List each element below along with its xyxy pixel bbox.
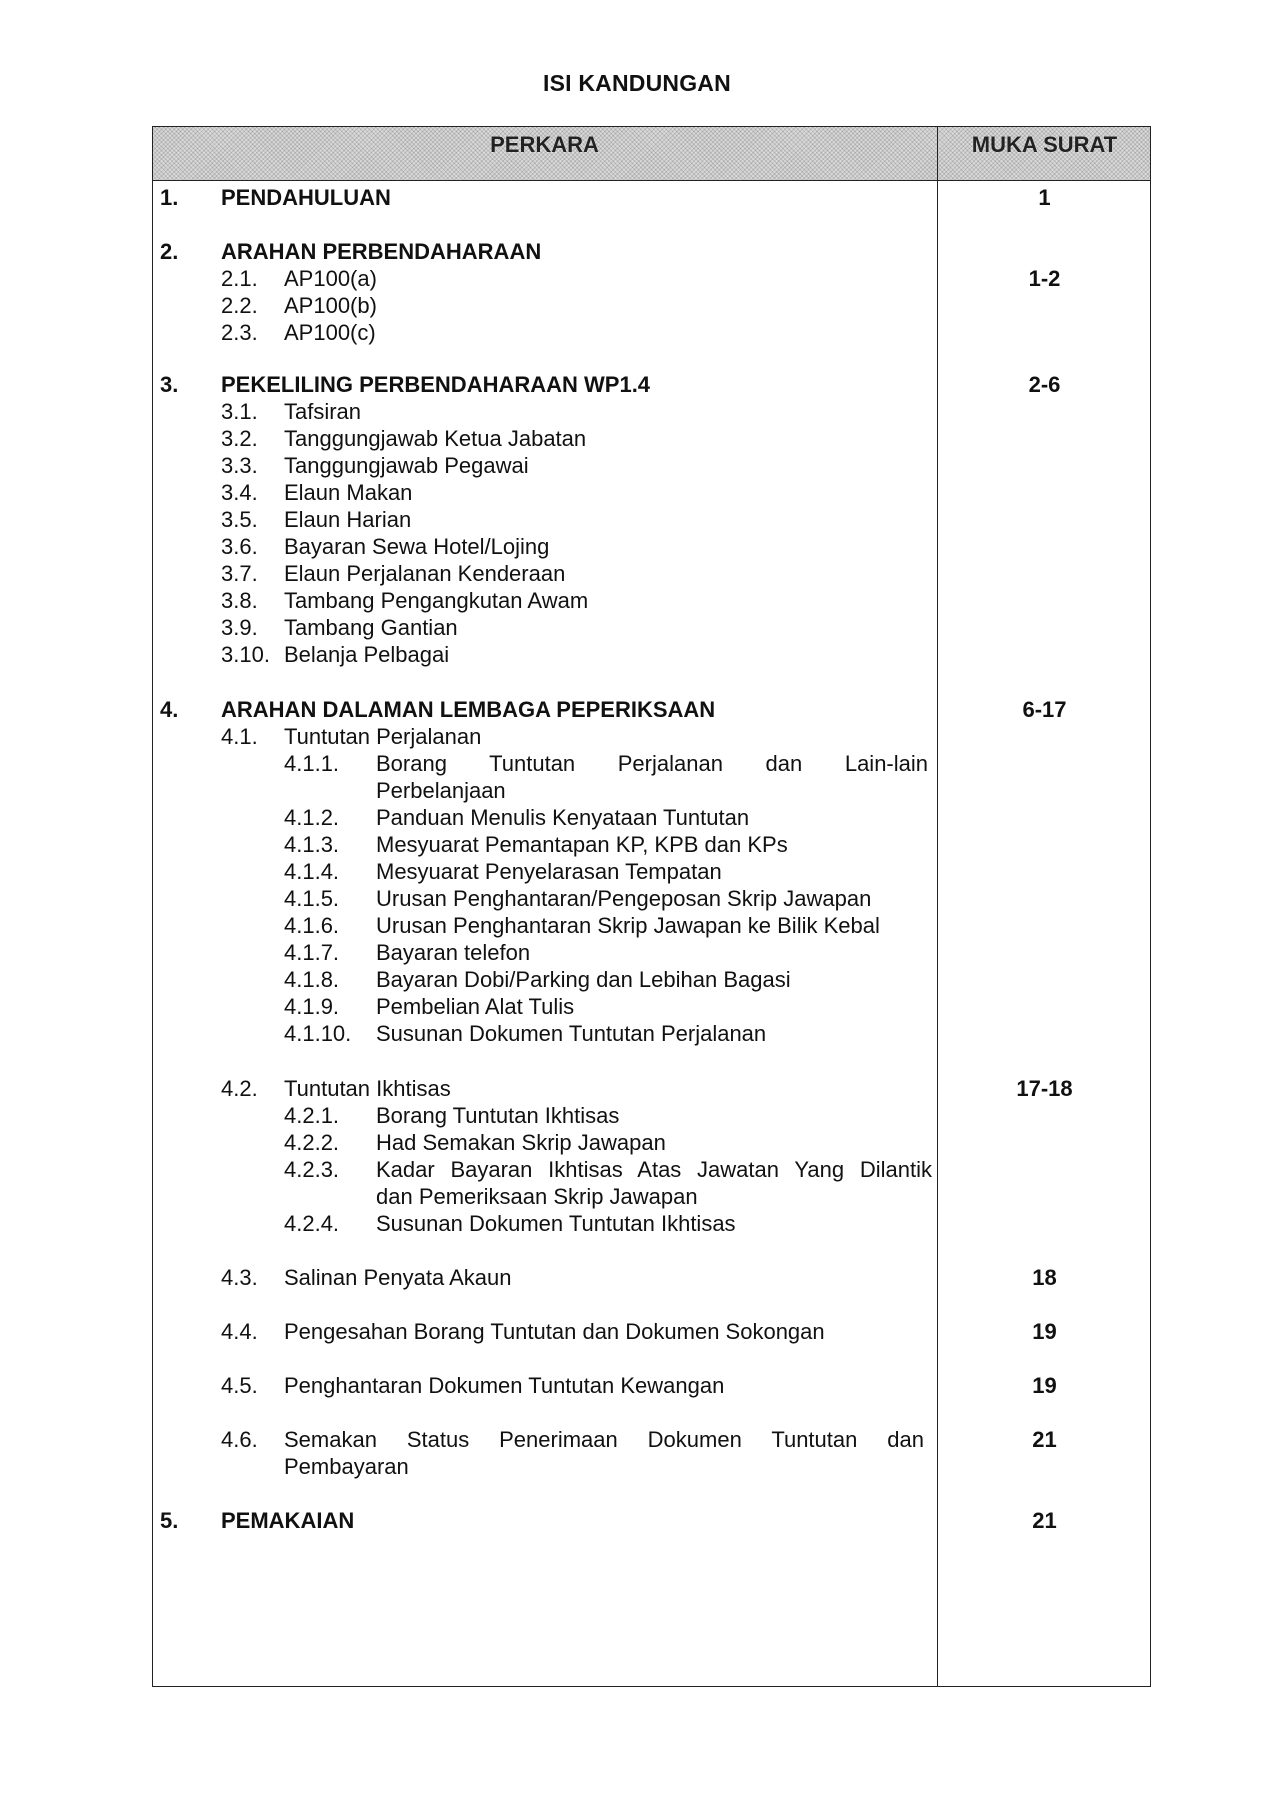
page-number: 18 — [1032, 1265, 1057, 1290]
item-title: Penghantaran Dokumen Tuntutan Kewangan — [284, 1373, 725, 1398]
item-number: 3.6. — [221, 534, 258, 559]
item-number: 3.1. — [221, 399, 258, 424]
subitem-number: 4.1.1. — [284, 751, 340, 776]
item-title: Elaun Perjalanan Kenderaan — [284, 561, 566, 586]
subitem-title: Urusan Penghantaran Skrip Jawapan ke Bilik Kebal — [376, 913, 880, 938]
toc-table — [152, 126, 1151, 1687]
item-number: 3.2. — [221, 426, 258, 451]
item-number: 4.2. — [221, 1076, 258, 1101]
item-number: 2.2. — [221, 293, 258, 318]
item-number: 4.1. — [221, 724, 258, 749]
subitem-number: 4.1.9. — [284, 994, 340, 1019]
section-number: 5. — [160, 1508, 179, 1533]
subitem-number: 4.1.3. — [284, 832, 340, 857]
subitem-title: Urusan Penghantaran/Pengeposan Skrip Jawapan — [376, 886, 872, 911]
subitem-number: 4.2.4. — [284, 1211, 340, 1236]
subitem-title-cont: dan Pemeriksaan Skrip Jawapan — [376, 1184, 698, 1209]
subitem-title: Borang Tuntutan Ikhtisas — [376, 1103, 620, 1128]
item-number: 2.1. — [221, 266, 258, 291]
subitem-title: Susunan Dokumen Tuntutan Ikhtisas — [376, 1211, 736, 1236]
page-number: 2-6 — [1028, 372, 1061, 397]
section-number: 1. — [160, 185, 179, 210]
section-title: ARAHAN DALAMAN LEMBAGA PEPERIKSAAN — [221, 697, 716, 722]
section-number: 2. — [160, 239, 179, 264]
subitem-title: Mesyuarat Pemantapan KP, KPB dan KPs — [376, 832, 788, 857]
item-title: Semakan Status Penerimaan Dokumen Tuntutan dan — [284, 1427, 924, 1452]
subitem-title: Mesyuarat Penyelarasan Tempatan — [376, 859, 722, 884]
item-title-cont: Pembayaran — [284, 1454, 409, 1479]
subitem-number: 4.1.5. — [284, 886, 340, 911]
subitem-title: Bayaran telefon — [376, 940, 531, 965]
subitem-title: Borang Tuntutan Perjalanan dan Lain-lain — [376, 751, 928, 776]
subitem-number: 4.1.2. — [284, 805, 340, 830]
section-number: 3. — [160, 372, 179, 397]
item-title: Tanggungjawab Ketua Jabatan — [284, 426, 587, 451]
item-title: Bayaran Sewa Hotel/Lojing — [284, 534, 550, 559]
subitem-number: 4.2.3. — [284, 1157, 340, 1182]
item-number: 4.6. — [221, 1427, 258, 1452]
item-number: 3.5. — [221, 507, 258, 532]
page-title: ISI KANDUNGAN — [543, 70, 731, 96]
item-number: 3.7. — [221, 561, 258, 586]
subitem-number: 4.1.7. — [284, 940, 340, 965]
section-title: PEKELILING PERBENDAHARAAN WP1.4 — [221, 372, 651, 397]
item-title: Tambang Pengangkutan Awam — [284, 588, 589, 613]
item-title: Tafsiran — [284, 399, 362, 424]
page-number: 21 — [1032, 1427, 1057, 1452]
item-title: Belanja Pelbagai — [284, 642, 450, 667]
item-title: Pengesahan Borang Tuntutan dan Dokumen Sokongan — [284, 1319, 825, 1344]
section-number: 4. — [160, 697, 179, 722]
item-title: AP100(a) — [284, 266, 377, 291]
subitem-title: Kadar Bayaran Ikhtisas Atas Jawatan Yang Dilantik — [376, 1157, 932, 1182]
item-title: Elaun Harian — [284, 507, 412, 532]
item-number: 3.9. — [221, 615, 258, 640]
section-title: PEMAKAIAN — [221, 1508, 355, 1533]
item-title: Tanggungjawab Pegawai — [284, 453, 529, 478]
subitem-title: Pembelian Alat Tulis — [376, 994, 575, 1019]
item-title: Salinan Penyata Akaun — [284, 1265, 512, 1290]
item-number: 3.3. — [221, 453, 258, 478]
item-number: 4.5. — [221, 1373, 258, 1398]
subitem-number: 4.1.6. — [284, 913, 340, 938]
item-number: 3.10. — [221, 642, 270, 667]
page-number: 1-2 — [1028, 266, 1061, 291]
subitem-number: 4.1.8. — [284, 967, 340, 992]
subitem-number: 4.1.10. — [284, 1021, 352, 1046]
page-number: 1 — [1038, 185, 1051, 210]
header-muka-surat: MUKA SURAT — [971, 132, 1118, 157]
page-number: 19 — [1032, 1373, 1057, 1398]
page-number: 19 — [1032, 1319, 1057, 1344]
subitem-number: 4.2.2. — [284, 1130, 340, 1155]
item-title: AP100(c) — [284, 320, 376, 345]
subitem-title: Had Semakan Skrip Jawapan — [376, 1130, 666, 1155]
page-number: 21 — [1032, 1508, 1057, 1533]
subitem-number: 4.2.1. — [284, 1103, 340, 1128]
item-number: 3.8. — [221, 588, 258, 613]
subitem-title-cont: Perbelanjaan — [376, 778, 506, 803]
item-title: Elaun Makan — [284, 480, 413, 505]
header-perkara: PERKARA — [490, 132, 599, 157]
item-title: Tuntutan Perjalanan — [284, 724, 482, 749]
item-number: 3.4. — [221, 480, 258, 505]
item-title: Tuntutan Ikhtisas — [284, 1076, 451, 1101]
item-number: 2.3. — [221, 320, 258, 345]
page-number: 6-17 — [1022, 697, 1067, 722]
subitem-number: 4.1.4. — [284, 859, 340, 884]
section-title: ARAHAN PERBENDAHARAAN — [221, 239, 542, 264]
page-number: 17-18 — [1016, 1076, 1073, 1101]
subitem-title: Bayaran Dobi/Parking dan Lebihan Bagasi — [376, 967, 791, 992]
item-number: 4.3. — [221, 1265, 258, 1290]
subitem-title: Panduan Menulis Kenyataan Tuntutan — [376, 805, 750, 830]
subitem-title: Susunan Dokumen Tuntutan Perjalanan — [376, 1021, 767, 1046]
item-number: 4.4. — [221, 1319, 258, 1344]
section-title: PENDAHULUAN — [221, 185, 391, 210]
item-title: Tambang Gantian — [284, 615, 458, 640]
item-title: AP100(b) — [284, 293, 377, 318]
